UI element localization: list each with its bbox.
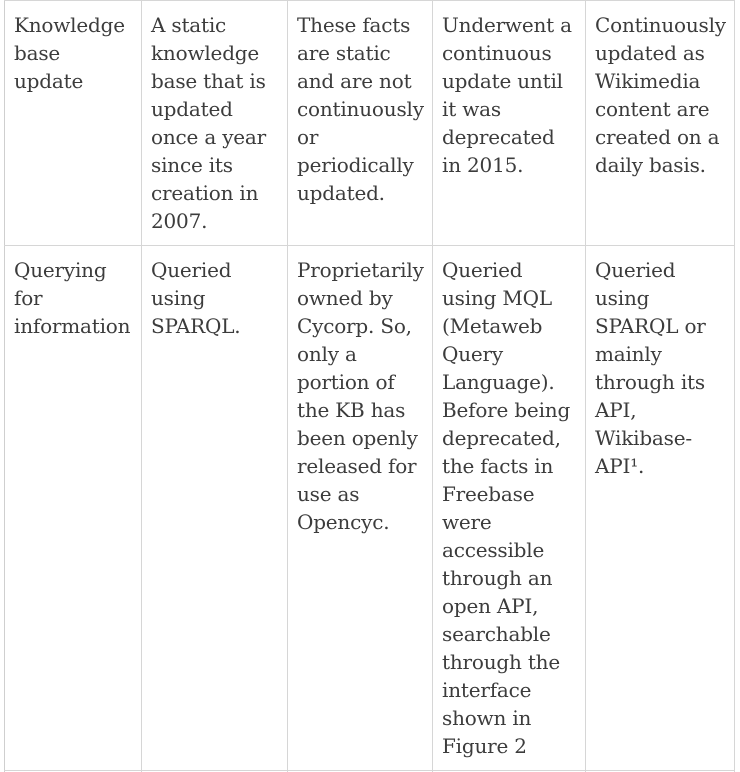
table-cell: Queried using SPARQL or mainly through its API, Wikibase-API¹. [586, 246, 735, 771]
table-cell: Continuously updated as Wikimedia content are created on a daily basis. [586, 1, 735, 246]
table-cell: These facts are static and are not continuously or periodically updated. [288, 1, 433, 246]
row-header-cell: Querying for information [5, 246, 142, 771]
table-cell: Proprietarily owned by Cycorp. So, only a portion of the KB has been openly released for use as Opencyc. [288, 246, 433, 771]
table-row-querying-for-information [5, 246, 735, 771]
table-cell: Underwent a continuous update until it was deprecated in 2015. [433, 1, 586, 246]
table-row-knowledge-base-update [5, 1, 735, 246]
table-cell: A static knowledge base that is updated once a year since its creation in 2007. [142, 1, 288, 246]
table-cell: Queried using SPARQL. [142, 246, 288, 771]
table-cell: Queried using MQL (Metaweb Query Language). Before being deprecated, the facts in Freebase were accessible through an open API, searchable through the interface shown in Figure 2 [433, 246, 586, 771]
knowledge-base-comparison-table [4, 0, 735, 772]
row-header-cell: Knowledge base update [5, 1, 142, 246]
